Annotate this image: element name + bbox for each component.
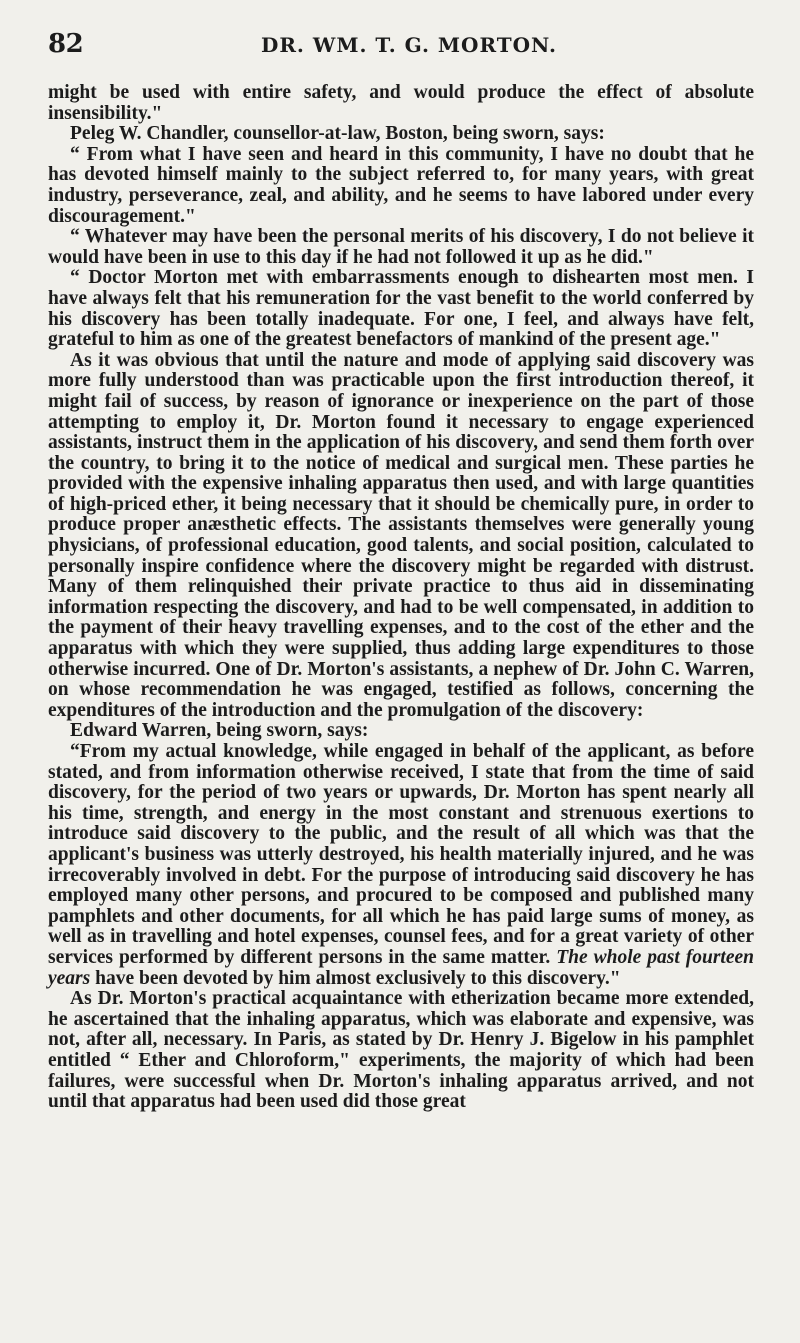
paragraph-chandler-intro: Peleg W. Chandler, counsellor-at-law, Boston, being sworn, says: [70, 123, 605, 145]
paragraph-chandler-quote-1: “ From what I have seen and heard in this community, I have no doubt that he has devoted himself mainly to the subject referred to, for many years, with great industry, perseverance, zeal, and ability, and he seems to have labored under every discouragement." [48, 143, 754, 227]
warren-quote-text: “From my actual knowledge, while engaged in behalf of the applicant, as before stated, and from information otherwise received, I state that from the time of said discovery, for the period of two years or upwards, Dr. Morton has spent nearly all his time, strength, and energy in the most constant and strenuous exertions to introduce said discovery to the public, and the result of all which was that the applicant's business was utterly destroyed, his health materially injured, and he was irrecoverably involved in debt. For the purpose of introducing said discovery he has employed many other persons, and procured to be composed and published many pamphlets and other documents, for all which he has paid large sums of money, as well as in travelling and hotel expenses, counsel fees, and for a great variety of other services performed by different persons in the same matter. [48, 741, 754, 968]
warren-quote-emphasis: The whole past fourteen years [48, 946, 755, 989]
running-head: DR. WM. T. G. MORTON. [260, 33, 558, 57]
paragraph-assistants: As it was obvious that until the nature and mode of applying said discovery was more fully understood than was practicable upon the first introduction thereof, it might fail of success, by reason of ignorance or inexperience on the part of those attempting to employ it, Dr. Morton found it necessary to engage experienced assistants, instruct them in the application of his discovery, and send them forth over the country, to bring it to the notice of medical and surgical men. These parties he provided with the expensive inhaling apparatus then used, and with large quantities of high-priced ether, it being necessary that it should be chemically pure, in order to produce proper anæsthetic effects. The assistants themselves were generally young physicians, of professional education, good talents, and social position, calculated to personally inspire confidence where the discovery might be regarded with distrust. Many of them relinquished their private practice to thus aid in disseminating information respecting the discovery, and had to be well compensated, in addition to the payment of their heavy travelling expenses, and to the cost of the ether and the apparatus with which they were supplied, thus adding large expenditures to those otherwise incurred. One of Dr. Morton's assistants, a nephew of Dr. John C. Warren, on whose recommendation he was engaged, testified as follows, concerning the expenditures of the introduction and the promulgation of the discovery: [48, 349, 754, 721]
page-number: 82 [48, 29, 84, 59]
paragraph-chandler-quote-2: “ Whatever may have been the personal merits of his discovery, I do not believe it would have been in use to this day if he had not followed it up as he did." [48, 226, 754, 268]
paragraph-warren-quote [48, 742, 754, 989]
warren-quote-end: have been devoted by him almost exclusively to this discovery." [95, 967, 621, 989]
paragraph-continuation: might be used with entire safety, and would produce the effect of absolute insensibility." [48, 82, 754, 124]
paragraph-chandler-quote-3: “ Doctor Morton met with embarrassments enough to dishearten most men. I have always felt that his remuneration for the vast benefit to the world conferred by his discovery has been totally inadequate. For one, I feel, and always have felt, grateful to him as one of the greatest benefactors of mankind of the present age." [48, 267, 754, 351]
page-header [48, 28, 740, 60]
paragraph-inhaling-apparatus: As Dr. Morton's practical acquaintance with etherization became more extended, he ascertained that the inhaling apparatus, which was elaborate and expensive, was not, after all, necessary. In Paris, as stated by Dr. Henry J. Bigelow in his pamphlet entitled “ Ether and Chloroform," experiments, the majority of which had been failures, were successful when Dr. Morton's inhaling apparatus arrived, and not until that apparatus had been used did those great [48, 988, 754, 1113]
paragraph-warren-intro: Edward Warren, being sworn, says: [70, 720, 369, 742]
body-text [48, 83, 754, 1113]
